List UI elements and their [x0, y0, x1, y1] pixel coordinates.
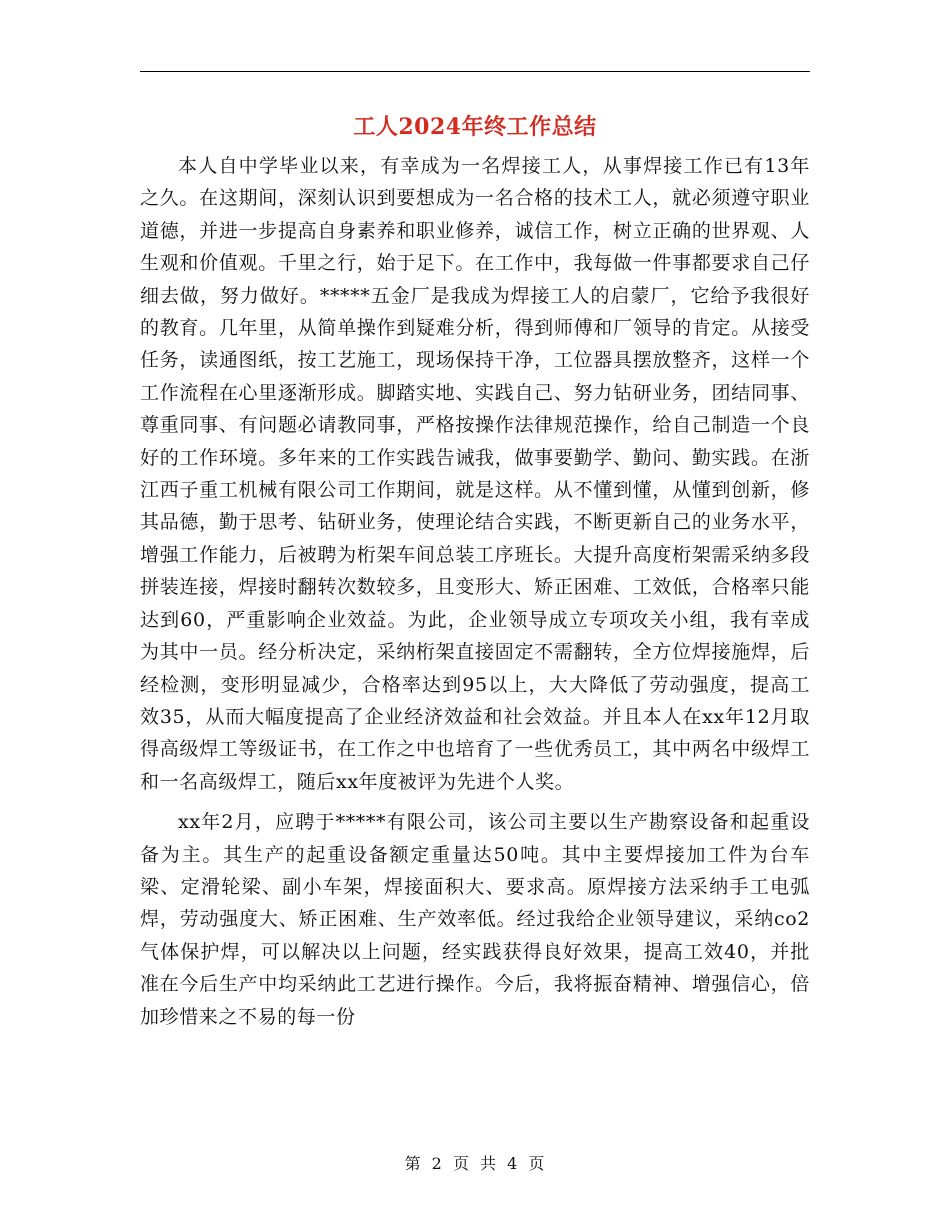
document-body: [140, 150, 810, 1033]
document-title: 工人2024年终工作总结: [353, 114, 597, 140]
header-rule: [140, 71, 810, 72]
paragraph-1: 本人自中学毕业以来，有幸成为一名焊接工人，从事焊接工作已有13年之久。在这期间，深刻认识到要想成为一名合格的技术工人，就必须遵守职业道德，并进一步提高自身素养和职业修养，诚信工作，树立正确的世界观、人生观和价值观。千里之行，始于足下。在工作中，我每做一件事都要求自己仔细去做，努力做好。*****五金厂是我成为焊接工人的启蒙厂，它给予我很好的教育。几年里，从简单操作到疑难分析，得到师傅和厂领导的肯定。从接受任务，读通图纸，按工艺施工，现场保持干净，工位器具摆放整齐，这样一个工作流程在心里逐渐形成。脚踏实地、实践自己、努力钻研业务，团结同事、尊重同事、有问题必请教同事，严格按操作法律规范操作，给自己制造一个良好的工作环境。多年来的工作实践告诫我，做事要勤学、勤问、勤实践。在浙江西子重工机械有限公司工作期间，就是这样。从不懂到懂，从懂到创新，修其品德，勤于思考、钻研业务，使理论结合实践，不断更新自己的业务水平，增强工作能力，后被聘为桁架车间总装工序班长。大提升高度桁架需采纳多段拼装连接，焊接时翻转次数较多，且变形大、矫正困难、工效低，合格率只能达到60，严重影响企业效益。为此，企业领导成立专项攻关小组，我有幸成为其中一员。经分析决定，采纳桁架直接固定不需翻转，全方位焊接施焊，后经检测，变形明显减少，合格率达到95以上，大大降低了劳动强度，提高工效35，从而大幅度提高了企业经济效益和社会效益。并且本人在xx年12月取得高级焊工等级证书，在工作之中也培育了一些优秀员工，其中两名中级焊工和一名高级焊工，随后xx年度被评为先进个人奖。: [140, 155, 810, 793]
page-footer: 第 2 页 共 4 页: [404, 1154, 546, 1173]
paragraph-2: xx年2月，应聘于*****有限公司，该公司主要以生产勘察设备和起重设备为主。其生产的起重设备额定重量达50吨。其中主要焊接加工件为台车梁、定滑轮梁、副小车架，焊接面积大、要求高。原焊接方法采纳手工电弧焊，劳动强度大、矫正困难、生产效率低。经过我给企业领导建议，采纳co2气体保护焊，可以解决以上问题，经实践获得良好效果，提高工效40，并批准在今后生产中均采纳此工艺进行操作。今后，我将振奋精神、增强信心，倍加珍惜来之不易的每一份: [140, 811, 810, 1028]
